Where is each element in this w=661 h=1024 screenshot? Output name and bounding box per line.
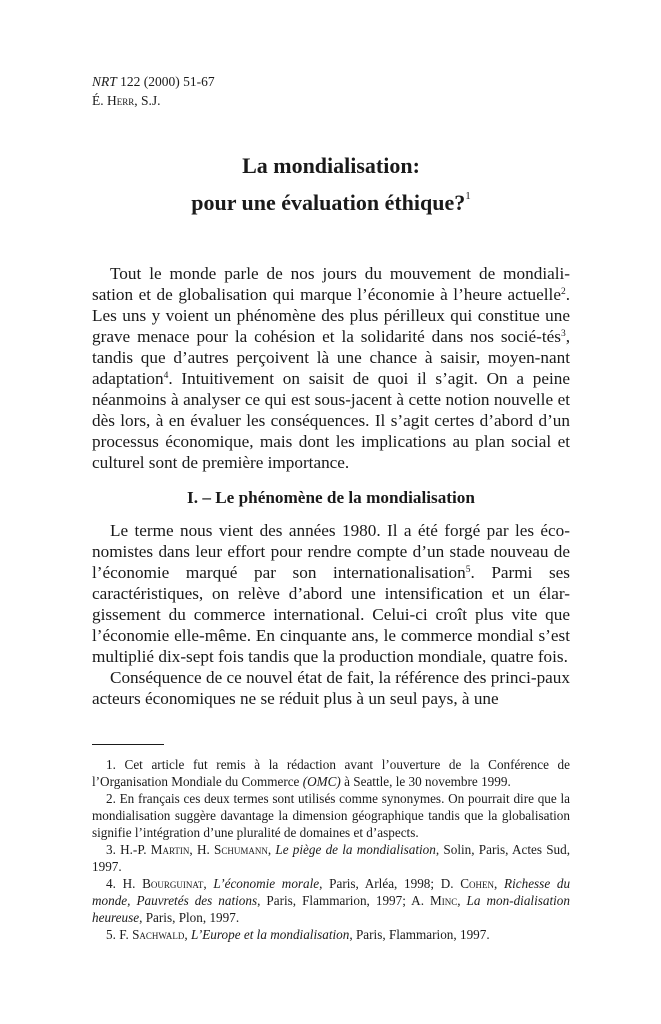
footnote-4-title-3: La mon-dialisation heureuse [92,893,570,925]
footnote-4-title-2: Richesse du monde, Pauvretés des nations [92,876,571,908]
intro-text-1: Tout le monde parle de nos jours du mouvement de mondiali-sation et de globalisation qui marque l’économie à l’heure actuelle [92,264,570,304]
intro-paragraph [92,263,570,473]
footnote-3-title: Le piège de la mondialisation [275,842,436,857]
footnote-1-tail: à Seattle, le 30 novembre 1999. [340,774,511,789]
footnote-ref-3[interactable]: 3 [560,329,566,339]
footnote-1-acronym: (OMC) [302,774,341,789]
section-1-body [92,520,570,709]
sec1-text-2: . Parmi ses caractéristiques, on relève d’abord une intensification et un élar-gissement du commerce international. Celui-ci croît plus vite que l’économie elle-même. En cinquante ans, le commerce mondial s’est multiplié dix-sept fois tandis que la production mondiale, quatre fois. [92,563,570,666]
article-title [92,150,570,218]
footnote-3-lead: 3. H.-P. [106,842,151,857]
section-heading: I. – Le phénomène de la mondialisation [187,488,475,507]
footnote-4-sep-1: , [203,876,214,891]
citation-details: 122 (2000) 51-67 [116,74,215,89]
intro-section [92,263,570,473]
footnote-4-publisher-2: , Paris, Flammarion, 1997; A. [257,893,430,908]
footnote-3-author-1: Martin [150,842,190,857]
footnote-4-title-1: L’économie morale [213,876,320,891]
footnote-5-lead: 5. F. [106,927,133,942]
sec1-text-1: Le terme nous vient des années 1980. Il a été forgé par les éco-nomistes dans leur effort pour rendre compte d’un stade nouveau de l’économie marqué par son internationalisation [92,521,570,582]
footnote-5 [92,926,570,943]
intro-text-4: . Intuitivement on saisit de quoi il s’agit. On a peine néanmoins à analyser ce qui est sous-jacent à cette notion nouvelle et dès lors, à en évaluer les conséquences. Il s’agit certes d’abord d’un processus économique, mais dont les implications au plan social et culturel sont de première importance. [92,369,570,472]
footnote-4-author-3: Minc [430,893,458,908]
title-line-2-text: pour une évaluation éthique? [191,190,466,215]
footnote-1 [92,756,570,790]
footnote-2: 2. En français ces deux termes sont utilisés comme synonymes. On pourrait dire que la mondialisation suggère davantage la dimension géographique tandis que la globalisation signifie l’intégration d’une pluralité de domaines et d’aspects. [92,791,570,840]
footnote-4-lead: 4. H. [106,876,143,891]
footnote-5-title: L’Europe et la mondialisation [191,927,350,942]
footnote-5-author: Sachwald [132,927,185,942]
section-1-paragraph-1 [92,520,570,667]
footnote-ref-2[interactable]: 2 [560,287,566,297]
footnote-3-publisher: , Solin, Paris, Actes Sud, 1997. [92,842,571,874]
footnote-4-author-1: Bourguinat [142,876,204,891]
footnote-4-sep-3: , [457,893,467,908]
footnote-5-publisher: , Paris, Flammarion, 1997. [349,927,490,942]
footnote-4 [92,875,570,926]
intro-text-2: . Les uns y voient un phénomène des plus périlleux qui constitue une grave menace pour la cohésion et la solidarité dans nos socié-tés [92,285,570,346]
footnote-4-sep-2: , [494,876,505,891]
section-1-paragraph-2: Conséquence de ce nouvel état de fait, la référence des princi-paux acteurs économiques ne se réduit plus à un seul pays, à une [92,668,570,708]
intro-text-3: , tandis que d’autres perçoivent là une chance à saisir, moyen-nant adaptation [92,327,570,388]
footnote-4-publisher-3: , Paris, Plon, 1997. [139,910,240,925]
footnote-3-author-2: Schumann [214,842,268,857]
footnote-3-sep-2: , [267,842,276,857]
footnote-divider [92,744,164,745]
title-line-2 [92,181,570,218]
footnote-ref-1[interactable]: 1 [465,190,471,202]
running-header [92,72,215,110]
footnote-3 [92,841,570,875]
journal-abbrev: NRT [92,74,117,89]
footnote-3-sep-1: , H. [189,842,214,857]
footnote-ref-5[interactable]: 5 [465,565,471,575]
article-author: É. Herr, S.J. [92,93,161,108]
footnote-4-publisher-1: , Paris, Arléa, 1998; D. [319,876,461,891]
title-line-1: La mondialisation: [242,153,420,178]
footnote-ref-4[interactable]: 4 [163,371,169,381]
footnote-4-author-2: Cohen [460,876,495,891]
footnotes [92,756,570,943]
footnote-5-sep: , [184,927,191,942]
footnote-1-text: 1. Cet article fut remis à la rédaction avant l’ouverture de la Conférence de l’Organisation Mondiale du Commerce [92,757,570,789]
journal-citation [92,72,215,91]
